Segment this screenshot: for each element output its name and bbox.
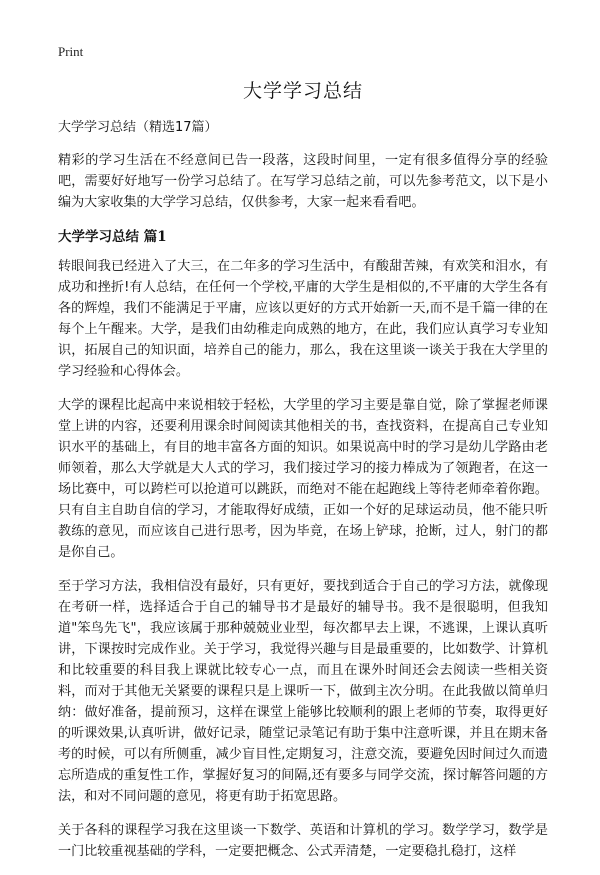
section-heading: 大学学习总结 篇1	[58, 229, 167, 245]
body-paragraph-1: 转眼间我已经进入了大三，在二年多的学习生活中，有酸甜苦辣，有欢笑和泪水，有成功和挫折!有人总结，在任何一个学校,平庸的大学生是相似的,不平庸的大学生各有各的辉煌，我们不能满足于平庸，应该以更好的方式开始新一天,而不是千篇一律的在每个上午醒来。大学，是我们由幼稚走向成熟的地方，在此，我们应认真学习专业知识，拓展自己的知识面，培养自己的能力，那么，我在这里谈一谈关于我在大学里的学习经验和心得体会。	[58, 259, 548, 379]
intro-paragraph: 精彩的学习生活在不经意间已告一段落，这段时间里，一定有很多值得分享的经验吧，需要好好地写一份学习总结了。在写学习总结之前，可以先参考范文，以下是小编为大家收集的大学学习总结，仅供参考，大家一起来看看吧。	[58, 153, 548, 210]
body-paragraph-2: 大学的课程比起高中来说相较于轻松，大学里的学习主要是靠自觉，除了掌握老师课堂上讲的内容，还要利用课余时间阅读其他相关的书，查找资料，在提高自己专业知识水平的基础上，有目的地丰富各方面的知识。如果说高中时的学习是幼儿学路由老师领着，那么大学就是大人式的学习，我们接过学习的接力棒成为了领跑者，在这一场比赛中，可以跨栏可以抢道可以跳跃，而绝对不能在起跑线上等待老师牵着你跑。只有自主自助自信的学习，才能取得好成绩，正如一个好的足球运动员，他不能只听教练的意见，而应该自己进行思考，因为毕竟，在场上铲球，抢断，过人，射门的都是你自己。	[58, 398, 548, 560]
document-subtitle: 大学学习总结（精选17篇）	[58, 120, 218, 135]
document-page	[58, 78, 548, 875]
print-link[interactable]: Print	[58, 44, 84, 59]
page-title: 大学学习总结	[242, 80, 363, 102]
body-paragraph-3: 至于学习方法，我相信没有最好，只有更好，要找到适合于自己的学习方法，就像现在考研一样，选择适合于自己的辅导书才是最好的辅导书。我不是很聪明，但我知道"笨鸟先飞"，我应该属于那种兢兢业业型，每次都早去上课，不逃课，上课认真听讲，下课按时完成作业。关于学习，我觉得兴趣与目是最重要的，比如数学、计算机和比较重要的科目我上课就比较专心一点，而且在课外时间还会去阅读一些相关资料，而对于其他无关紧要的课程只是上课听一下，做到主次分明。在此我做以简单归纳：做好准备，提前预习，这样在课堂上能够比较顺利的跟上老师的节奏，取得更好的听课效果,认真听讲，做好记录，随堂记录笔记有助于集中注意听课，并且在期末备考的时候，可以有所侧重，减少盲目性,定期复习，注意交流，要避免因时间过久而遗忘所造成的重复性工作，掌握好复习的间隔,还有要多与同学交流，探讨解答问题的方法，和对不同问题的意见，将更有助于拓宽思路。	[58, 579, 548, 804]
body-paragraph-4: 关于各科的课程学习我在这里谈一下数学、英语和计算机的学习。数学学习，数学是一门比较重视基础的学科，一定要把概念、公式弄清楚，一定要稳扎稳打，这样	[58, 823, 548, 859]
